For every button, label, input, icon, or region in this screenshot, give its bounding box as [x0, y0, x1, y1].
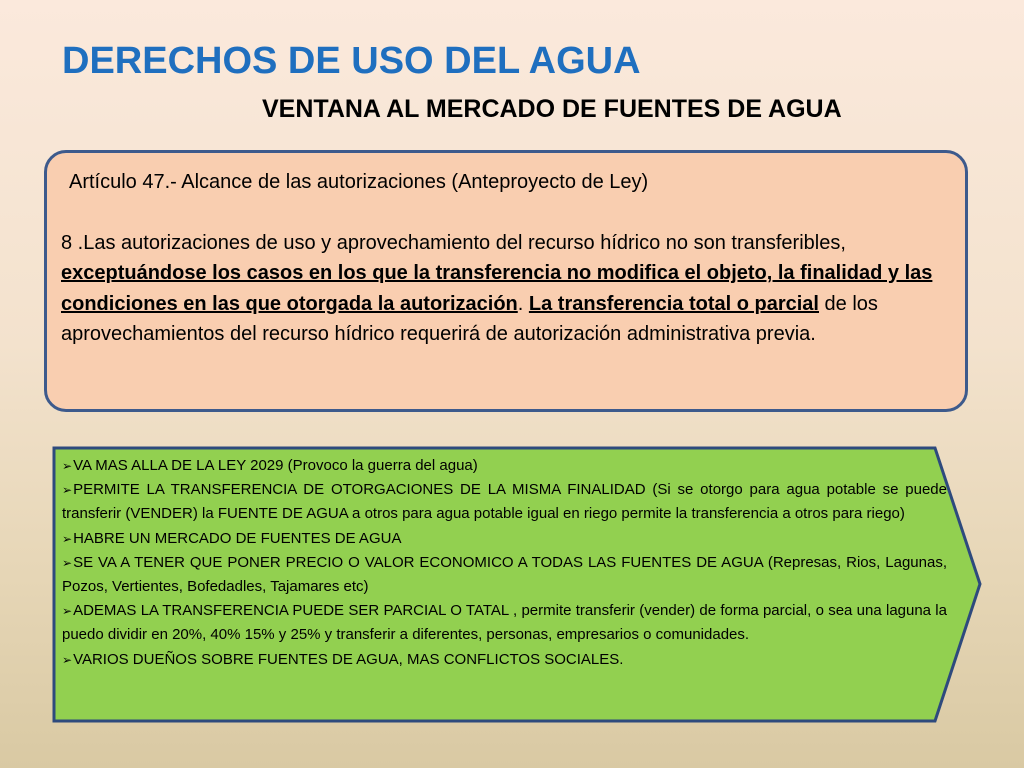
- arrow-bullet-icon: ➢: [62, 604, 73, 619]
- article-text-separator: .: [517, 292, 529, 315]
- bullet-item: ➢ADEMAS LA TRANSFERENCIA PUEDE SER PARCIAL O TATAL , permite transferir (vender) de forma parcial, o sea una laguna la puedo dividir en 20%, 40% 15% y 25% y transferir a diferentes, personas, empresarios o comunidades.: [62, 602, 947, 644]
- arrow-bullet-icon: ➢: [62, 483, 73, 498]
- bullet-item: ➢VARIOS DUEÑOS SOBRE FUENTES DE AGUA, MAS CONFLICTOS SOCIALES.: [62, 650, 624, 668]
- article-heading: Artículo 47.- Alcance de las autorizaciones (Anteproyecto de Ley): [69, 171, 649, 193]
- arrow-bullet-icon: ➢: [62, 555, 73, 570]
- bullet-list: [62, 454, 947, 672]
- slide-subtitle: VENTANA AL MERCADO DE FUENTES DE AGUA: [262, 95, 842, 123]
- slide-title: DERECHOS DE USO DEL AGUA: [62, 40, 641, 82]
- article-text-start: 8 .Las autorizaciones de uso y aprovechamiento del recurso hídrico no son transferibles,: [61, 231, 846, 254]
- bullet-arrow-box: [52, 446, 982, 723]
- arrow-bullet-icon: ➢: [62, 531, 73, 546]
- arrow-bullet-icon: ➢: [62, 652, 73, 667]
- article-emphasis-exception: exceptuándose los casos en los que la transferencia no modifica el objeto, la finalidad y las condiciones en las que otorgada la autorización: [61, 262, 933, 315]
- article-text-end: de los aprovechamientos del recurso hídrico requerirá de autorización administrativa previa.: [61, 292, 878, 345]
- bullet-item: ➢VA MAS ALLA DE LA LEY 2029 (Provoco la guerra del agua): [62, 457, 478, 474]
- article-emphasis-transfer: La transferencia total o parcial: [528, 292, 819, 315]
- bullet-item: ➢SE VA A TENER QUE PONER PRECIO O VALOR ECONOMICO A TODAS LAS FUENTES DE AGUA (Represas, Rios, Lagunas, Pozos, Vertientes, Bofedadles, Tajamares etc): [62, 553, 947, 596]
- article-paragraph: [61, 228, 951, 350]
- arrow-bullet-icon: ➢: [62, 459, 73, 473]
- bullet-item: ➢HABRE UN MERCADO DE FUENTES DE AGUA: [62, 529, 402, 547]
- article-box: [44, 150, 968, 412]
- bullet-item: ➢PERMITE LA TRANSFERENCIA DE OTORGACIONES DE LA MISMA FINALIDAD (Si se otorgo para agua potable se puede transferir (VENDER) la FUENTE DE AGUA a otros para agua potable igual en riego permite la transferencia a otros para riego): [62, 481, 947, 523]
